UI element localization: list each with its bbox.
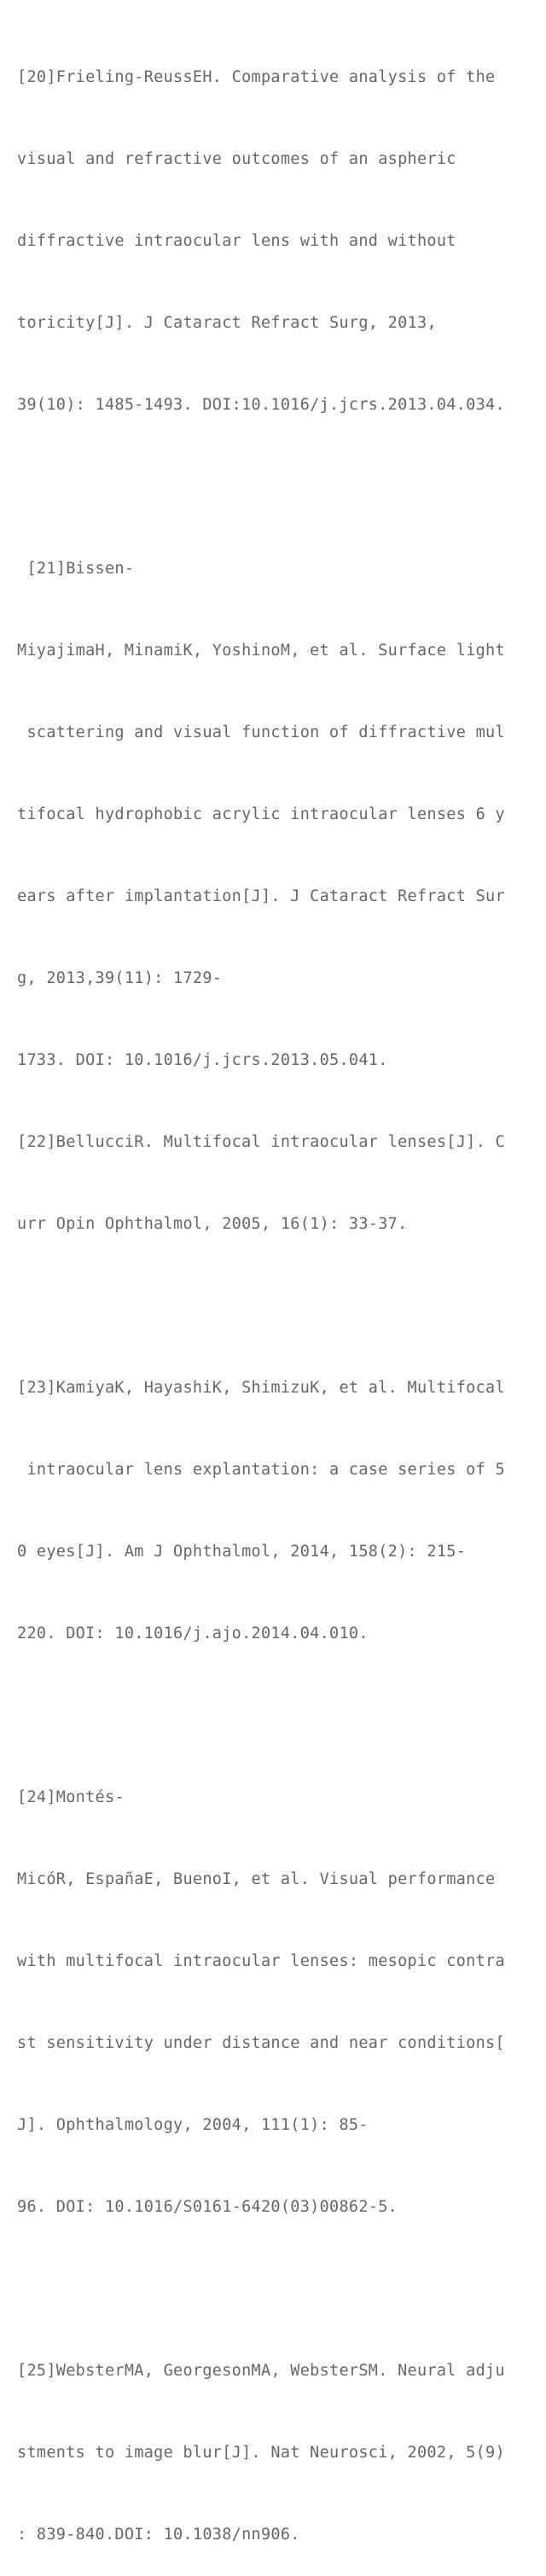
text-line: scattering and visual function of diffractive mul [17, 724, 505, 741]
text-line: 1733. DOI: 10.1016/j.jcrs.2013.05.041. [17, 1051, 388, 1069]
text-line: urr Opin Ophthalmol, 2005, 16(1): 33-37. [17, 1215, 408, 1233]
text-line: 96. DOI: 10.1016/S0161-6420(03)00862-5. [17, 2198, 398, 2216]
text-line: visual and refractive outcomes of an aspheric [17, 150, 456, 168]
text-line: toricity[J]. J Cataract Refract Surg, 2013, [17, 314, 437, 332]
text-line: MiyajimaH, MinamiK, YoshinoM, et al. Surface light [17, 642, 505, 660]
text-line: J]. Ophthalmology, 2004, 111(1): 85- [17, 2116, 369, 2134]
blank-line [17, 1293, 537, 1320]
reference-list [17, 9, 537, 2576]
text-line: [23]KamiyaK, HayashiK, ShimizuK, et al. Multifocal [17, 1379, 505, 1397]
text-line: [25]WebsterMA, GeorgesonMA, WebsterSM. Neural adju [17, 2362, 505, 2380]
text-line: diffractive intraocular lens with and without [17, 232, 456, 250]
text-line: : 839-840.DOI: 10.1038/nn906. [17, 2526, 300, 2544]
blank-line [17, 1702, 537, 1730]
text-line: intraocular lens explantation: a case series of 5 [17, 1461, 505, 1479]
text-line: ears after implantation[J]. J Cataract Refract Sur [17, 887, 505, 905]
text-line: [20]Frieling-ReussEH. Comparative analysis of the [17, 68, 496, 86]
text-line: 220. DOI: 10.1016/j.ajo.2014.04.010. [17, 1625, 369, 1643]
blank-line [17, 474, 537, 501]
text-line: tifocal hydrophobic acrylic intraocular lenses 6 y [17, 805, 505, 823]
text-line: 0 eyes[J]. Am J Ophthalmol, 2014, 158(2): 215- [17, 1543, 467, 1561]
text-line: st sensitivity under distance and near conditions[ [17, 2034, 505, 2052]
text-line: [24]Montés- [17, 1788, 125, 1806]
text-line: [22]BellucciR. Multifocal intraocular lenses[J]. C [17, 1133, 505, 1151]
blank-line [17, 2276, 537, 2303]
text-line: MicóR, EspañaE, BuenoI, et al. Visual performance [17, 1870, 496, 1888]
text-line: [21]Bissen- [17, 560, 135, 578]
text-line: stments to image blur[J]. Nat Neurosci, 2002, 5(9) [17, 2444, 505, 2462]
text-line: 39(10): 1485-1493. DOI:10.1016/j.jcrs.2013.04.034. [17, 396, 505, 414]
text-line: g, 2013,39(11): 1729- [17, 969, 223, 987]
text-line: with multifocal intraocular lenses: mesopic contra [17, 1952, 505, 1970]
